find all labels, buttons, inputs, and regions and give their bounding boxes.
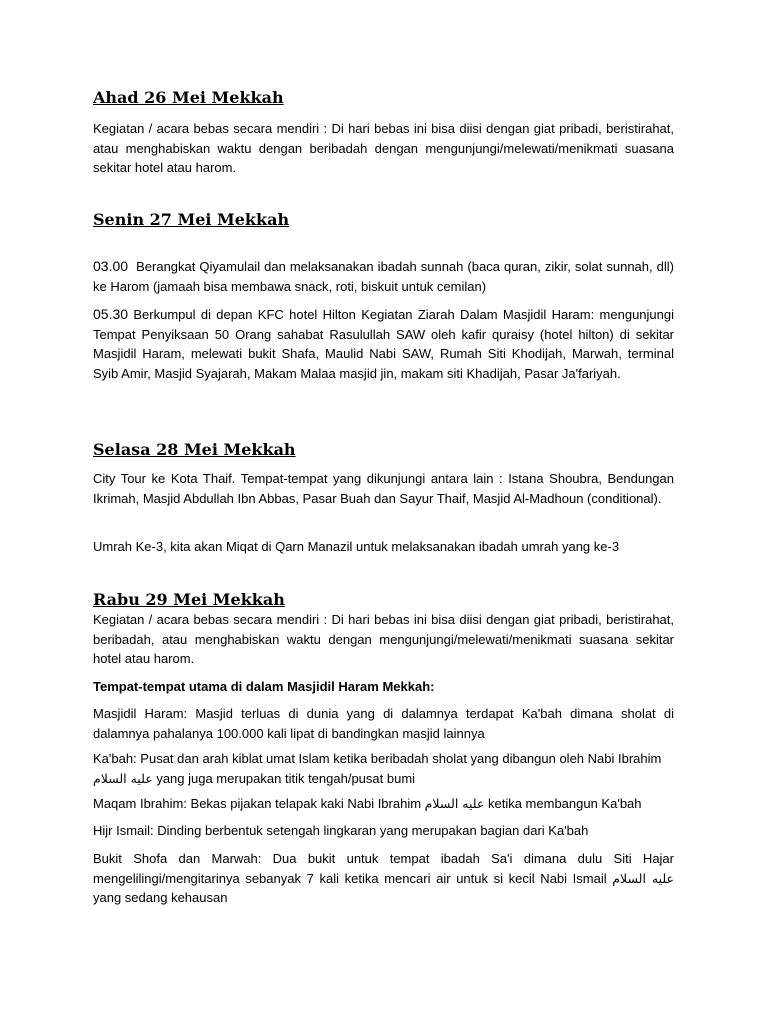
arabic-honorific: عليه السلام bbox=[93, 770, 153, 786]
place-hijr-ismail: Hijr Ismail: Dinding berbentuk setengah lingkaran yang merupakan bagian dari Ka'bah bbox=[93, 823, 589, 838]
schedule-text: Berangkat Qiyamulail dan melaksanakan ibadah sunnah (baca quran, zikir, solat sunnah, dll) ke Harom (jamaah bisa membawa snack, roti, biskuit untuk cemilan) bbox=[93, 259, 674, 294]
place-text: yang sedang kehausan bbox=[93, 890, 228, 905]
section-title-rabu: Rabu 29 Mei Mekkah bbox=[93, 590, 285, 609]
senin-schedule-item-1 bbox=[93, 257, 674, 296]
rabu-paragraph: Kegiatan / acara bebas secara mendiri : Di hari bebas ini bisa diisi dengan giat pribadi, beristirahat, beribadah, atau menghabiskan waktu dengan mengunjungi/melewati/menikmati suasana sekitar hotel atau harom. bbox=[93, 612, 674, 666]
section-title-senin: Senin 27 Mei Mekkah bbox=[93, 210, 290, 229]
place-shofa-marwah bbox=[93, 849, 674, 908]
schedule-time: 05.30 bbox=[93, 306, 129, 322]
place-maqam-ibrahim bbox=[93, 794, 674, 814]
section-title-ahad: Ahad 26 Mei Mekkah bbox=[93, 88, 284, 107]
selasa-paragraph-2: Umrah Ke-3, kita akan Miqat di Qarn Manazil untuk melaksanakan ibadah umrah yang ke-3 bbox=[93, 539, 620, 554]
place-text: yang juga merupakan titik tengah/pusat bumi bbox=[156, 770, 416, 786]
place-text: Ka'bah: Pusat dan arah kiblat umat Islam ketika beribadah sholat yang dibangun oleh Nabi Ibrahim bbox=[93, 751, 662, 766]
place-masjidil-haram: Masjidil Haram: Masjid terluas di dunia yang di dalamnya terdapat Ka'bah dimana sholat di dalamnya pahalanya 100.000 kali lipat di bandingkan masjid lainnya bbox=[93, 706, 674, 741]
place-text: Maqam Ibrahim: Bekas pijakan telapak kaki Nabi Ibrahim bbox=[93, 796, 422, 811]
senin-schedule-item-2 bbox=[93, 305, 674, 383]
place-text: ketika membangun Ka'bah bbox=[487, 796, 642, 811]
place-text: Bukit Shofa dan Marwah: Dua bukit untuk tempat ibadah Sa'i dimana dulu Siti Hajar mengelilingi/mengitarinya sebanyak 7 kali ketika mencari air untuk si kecil Nabi Ismail bbox=[93, 851, 674, 886]
arabic-honorific: عليه السلام bbox=[424, 796, 485, 811]
arabic-honorific: عليه السلام bbox=[612, 870, 674, 886]
place-kabah bbox=[93, 749, 674, 788]
selasa-paragraph-1: City Tour ke Kota Thaif. Tempat-tempat yang dikunjungi antara lain : Istana Shoubra, Bendungan Ikrimah, Masjid Abdullah Ibn Abbas, Pasar Buah dan Sayur Thaif, Masjid Al-Madhoun (conditional). bbox=[93, 471, 674, 506]
section-title-selasa: Selasa 28 Mei Mekkah bbox=[93, 440, 296, 459]
schedule-text: Berkumpul di depan KFC hotel Hilton Kegiatan Ziarah Dalam Masjidil Haram: mengunjungi Tempat Penyiksaan 50 Orang sahabat Rasulullah SAW oleh kafir quraisy (hotel hilton) di sekitar Masjidil Haram, melewati bukit Shafa, Maulid Nabi SAW, Rumah Siti Khodijah, Marwah, terminal Syib Amir, Masjid Syajarah, Makam Malaa masjid jin, makam siti Khadijah, Pasar Ja'fariyah. bbox=[93, 307, 674, 381]
schedule-time: 03.00 bbox=[93, 258, 129, 274]
places-subheading: Tempat-tempat utama di dalam Masjidil Haram Mekkah: bbox=[93, 679, 435, 694]
ahad-paragraph: Kegiatan / acara bebas secara mendiri : Di hari bebas ini bisa diisi dengan giat pribadi, beristirahat, atau menghabiskan waktu dengan beribadah dengan mengunjungi/melewati/menikmati suasana sekitar hotel atau harom. bbox=[93, 121, 674, 175]
